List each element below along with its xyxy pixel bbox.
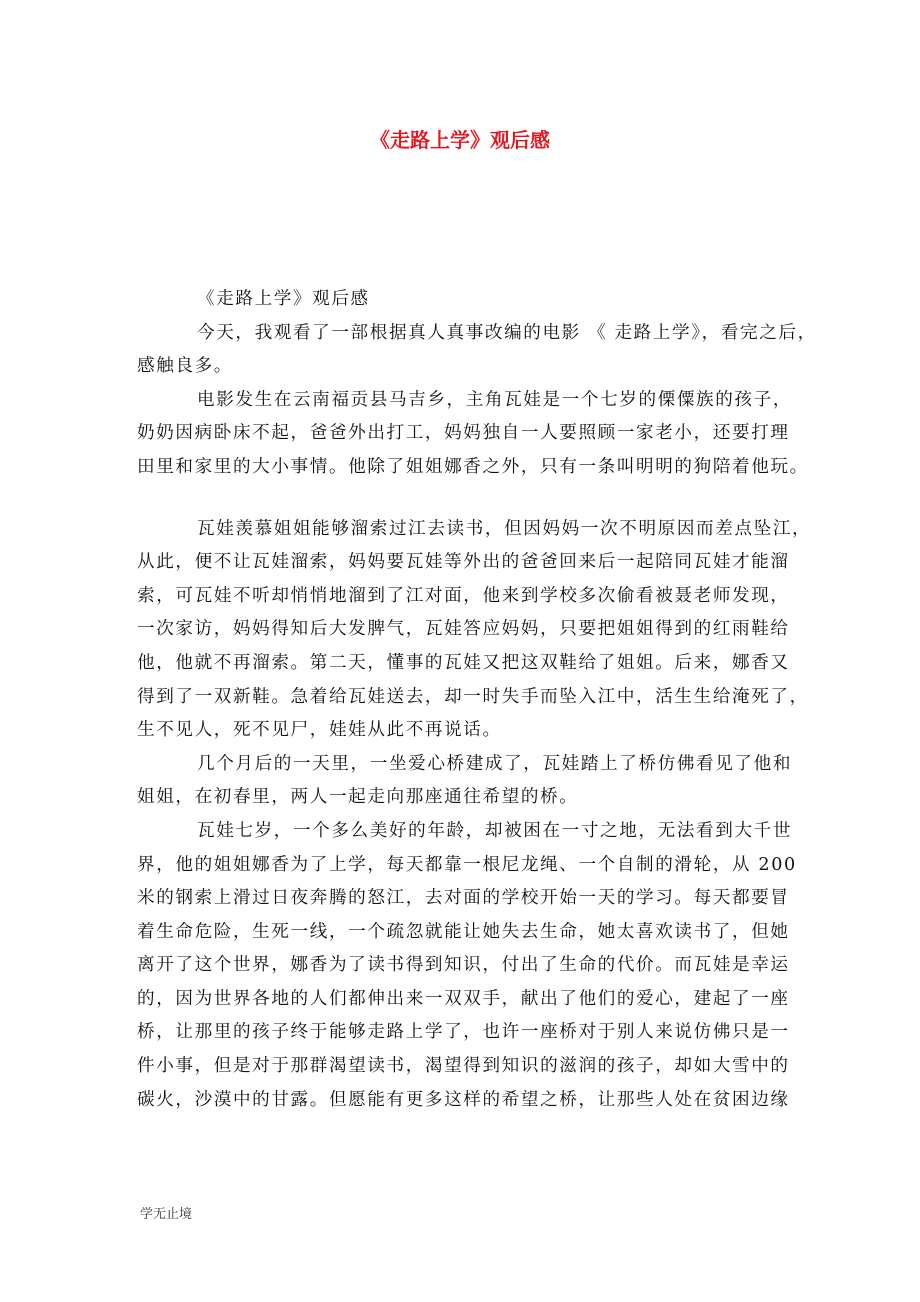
paragraph: [137, 384, 809, 485]
text-line: 着生命危险，生死一线，一个疏忽就能让她失去生命，她太喜欢读书了，但她: [137, 921, 790, 942]
text-line: 索，可瓦娃不听却悄悄地溜到了江对面，他来到学校多次偷看被聂老师发现，: [137, 585, 790, 606]
text-line: 瓦娃七岁，一个多么美好的年龄，却被困在一寸之地，无法看到大千世: [197, 820, 793, 841]
text-line: 一次家访，妈妈得知后大发脾气，瓦娃答应妈妈，只要把姐姐得到的红雨鞋给: [137, 619, 790, 640]
text-line: 从此，便不让瓦娃溜索，妈妈要瓦娃等外出的爸爸回来后一起陪同瓦娃才能溜: [137, 552, 790, 573]
text-line: 姐姐，在初春里，两人一起走向那座通往希望的桥。: [137, 787, 579, 808]
text-line: 奶奶因病卧床不起，爸爸外出打工，妈妈独自一人要照顾一家老小，还要打理: [137, 423, 790, 444]
paragraph: [137, 815, 797, 1117]
text-line: 今天，我观看了一部根据真人真事改编的电影 《 走路上学》，看完之后，: [197, 322, 817, 343]
text-line: 离开了这个世界，娜香为了读书得到知识，付出了生命的代价。而瓦娃是幸运: [137, 955, 790, 976]
text-line: 得到了一双新鞋。急着给瓦娃送去，却一时失手而坠入江中，活生生给淹死了，: [137, 686, 809, 707]
page-footer: 学无止境: [140, 1207, 193, 1222]
text-line: 电影发生在云南福贡县马吉乡，主角瓦娃是一个七岁的傈僳族的孩子，: [197, 389, 793, 410]
text-line: 米的钢索上滑过日夜奔腾的怒江，去对面的学校开始一天的学习。每天都要冒: [137, 888, 790, 909]
document-title: 《走路上学》观后感: [370, 128, 550, 152]
paragraph: [137, 513, 812, 748]
text-line: 件小事，但是对于那群渴望读书，渴望得到知识的滋润的孩子，却如大雪中的: [137, 1056, 790, 1077]
text-line: 界，他的姐姐娜香为了上学，每天都靠一根尼龙绳、一个自制的滑轮，从 200: [137, 854, 797, 875]
subtitle: 《走路上学》观后感: [197, 289, 370, 309]
text-line: 几个月后的一天里，一坐爱心桥建成了，瓦娃踏上了桥仿佛看见了他和: [197, 753, 793, 774]
text-line: 碳火，沙漠中的甘露。但愿能有更多这样的希望之桥，让那些人处在贫困边缘: [137, 1089, 790, 1110]
text-line: 的，因为世界各地的人们都伸出来一双双手，献出了他们的爱心，建起了一座: [137, 988, 790, 1009]
text-line: 瓦娃羡慕姐姐能够溜索过江去读书，但因妈妈一次不明原因而差点坠江，: [197, 518, 812, 539]
text-line: 他，他就不再溜索。第二天，懂事的瓦娃又把这双鞋给了姐姐。后来，娜香又: [137, 652, 790, 673]
text-line: 桥，让那里的孩子终于能够走路上学了，也许一座桥对于别人来说仿佛只是一: [137, 1022, 790, 1043]
paragraph-gap: [137, 485, 797, 513]
text-line: 生不见人，死不见尸，娃娃从此不再说话。: [137, 720, 502, 741]
paragraph: [137, 748, 797, 815]
text-line: 感触良多。: [137, 356, 233, 377]
document-body: [137, 283, 817, 1117]
paragraph: [137, 317, 817, 384]
text-line: 田里和家里的大小事情。他除了姐姐娜香之外，只有一条叫明明的狗陪着他玩。: [137, 456, 809, 477]
